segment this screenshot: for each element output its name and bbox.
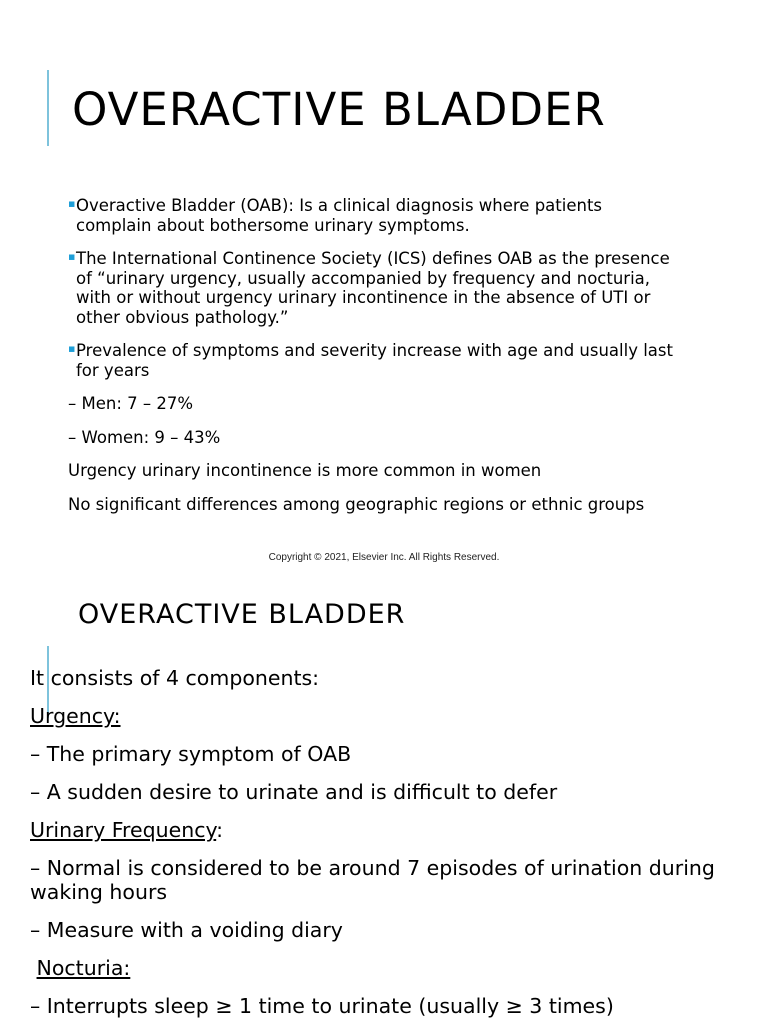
slide2-body <box>30 666 730 1032</box>
slide2-title: OVERACTIVE BLADDER <box>78 599 406 630</box>
urgency-item: – A sudden desire to urinate and is difficult to defer <box>30 780 558 804</box>
bullet-square-icon: ▪ <box>68 250 76 263</box>
urgency-heading-text: Urgency: <box>30 704 121 728</box>
bullet-square-icon: ▪ <box>68 342 76 355</box>
slide1-body <box>68 196 678 528</box>
men-prevalence: – Men: 7 – 27% <box>68 394 194 413</box>
frequency-heading <box>30 818 730 842</box>
copyright-notice: Copyright © 2021, Elsevier Inc. All Rights Reserved. <box>268 552 500 563</box>
frequency-heading-text: Urinary Frequency <box>30 818 217 842</box>
frequency-item: – Measure with a voiding diary <box>30 918 343 942</box>
bullet-square-icon: ▪ <box>68 197 76 210</box>
nocturia-item: – Interrupts sleep ≥ 1 time to urinate (usually ≥ 3 times) <box>30 994 614 1018</box>
urgency-heading <box>30 704 730 728</box>
bullet-item <box>68 249 678 327</box>
bullet-text: Overactive Bladder (OAB): Is a clinical diagnosis where patients complain about bothersome urinary symptoms. <box>76 196 603 235</box>
title-accent-bar <box>47 70 49 146</box>
women-prevalence: – Women: 9 – 43% <box>68 427 221 447</box>
frequency-item: – Normal is considered to be around 7 episodes of urination during waking hours <box>30 856 715 904</box>
bullet-text: Prevalence of symptoms and severity increase with age and usually last for years <box>76 341 673 380</box>
urgency-incontinence-note: Urgency urinary incontinence is more common in women <box>68 461 542 480</box>
urgency-item: – The primary symptom of OAB <box>30 742 352 766</box>
geographic-note: No significant differences among geographic regions or ethnic groups <box>68 494 645 514</box>
bullet-item <box>68 196 678 235</box>
nocturia-heading-text: Nocturia: <box>36 956 131 980</box>
bullet-item <box>68 341 678 380</box>
slide1-title: OVERACTIVE BLADDER <box>72 83 606 136</box>
components-intro: It consists of 4 components: <box>30 666 320 690</box>
nocturia-heading <box>30 956 730 980</box>
frequency-colon: : <box>216 818 224 842</box>
bullet-text: The International Continence Society (ICS) defines OAB as the presence of “urinary urgency, usually accompanied by frequency and nocturia, with or without urgency urinary incontinence in the absence of UTI or other obvious pathology.” <box>76 249 670 327</box>
